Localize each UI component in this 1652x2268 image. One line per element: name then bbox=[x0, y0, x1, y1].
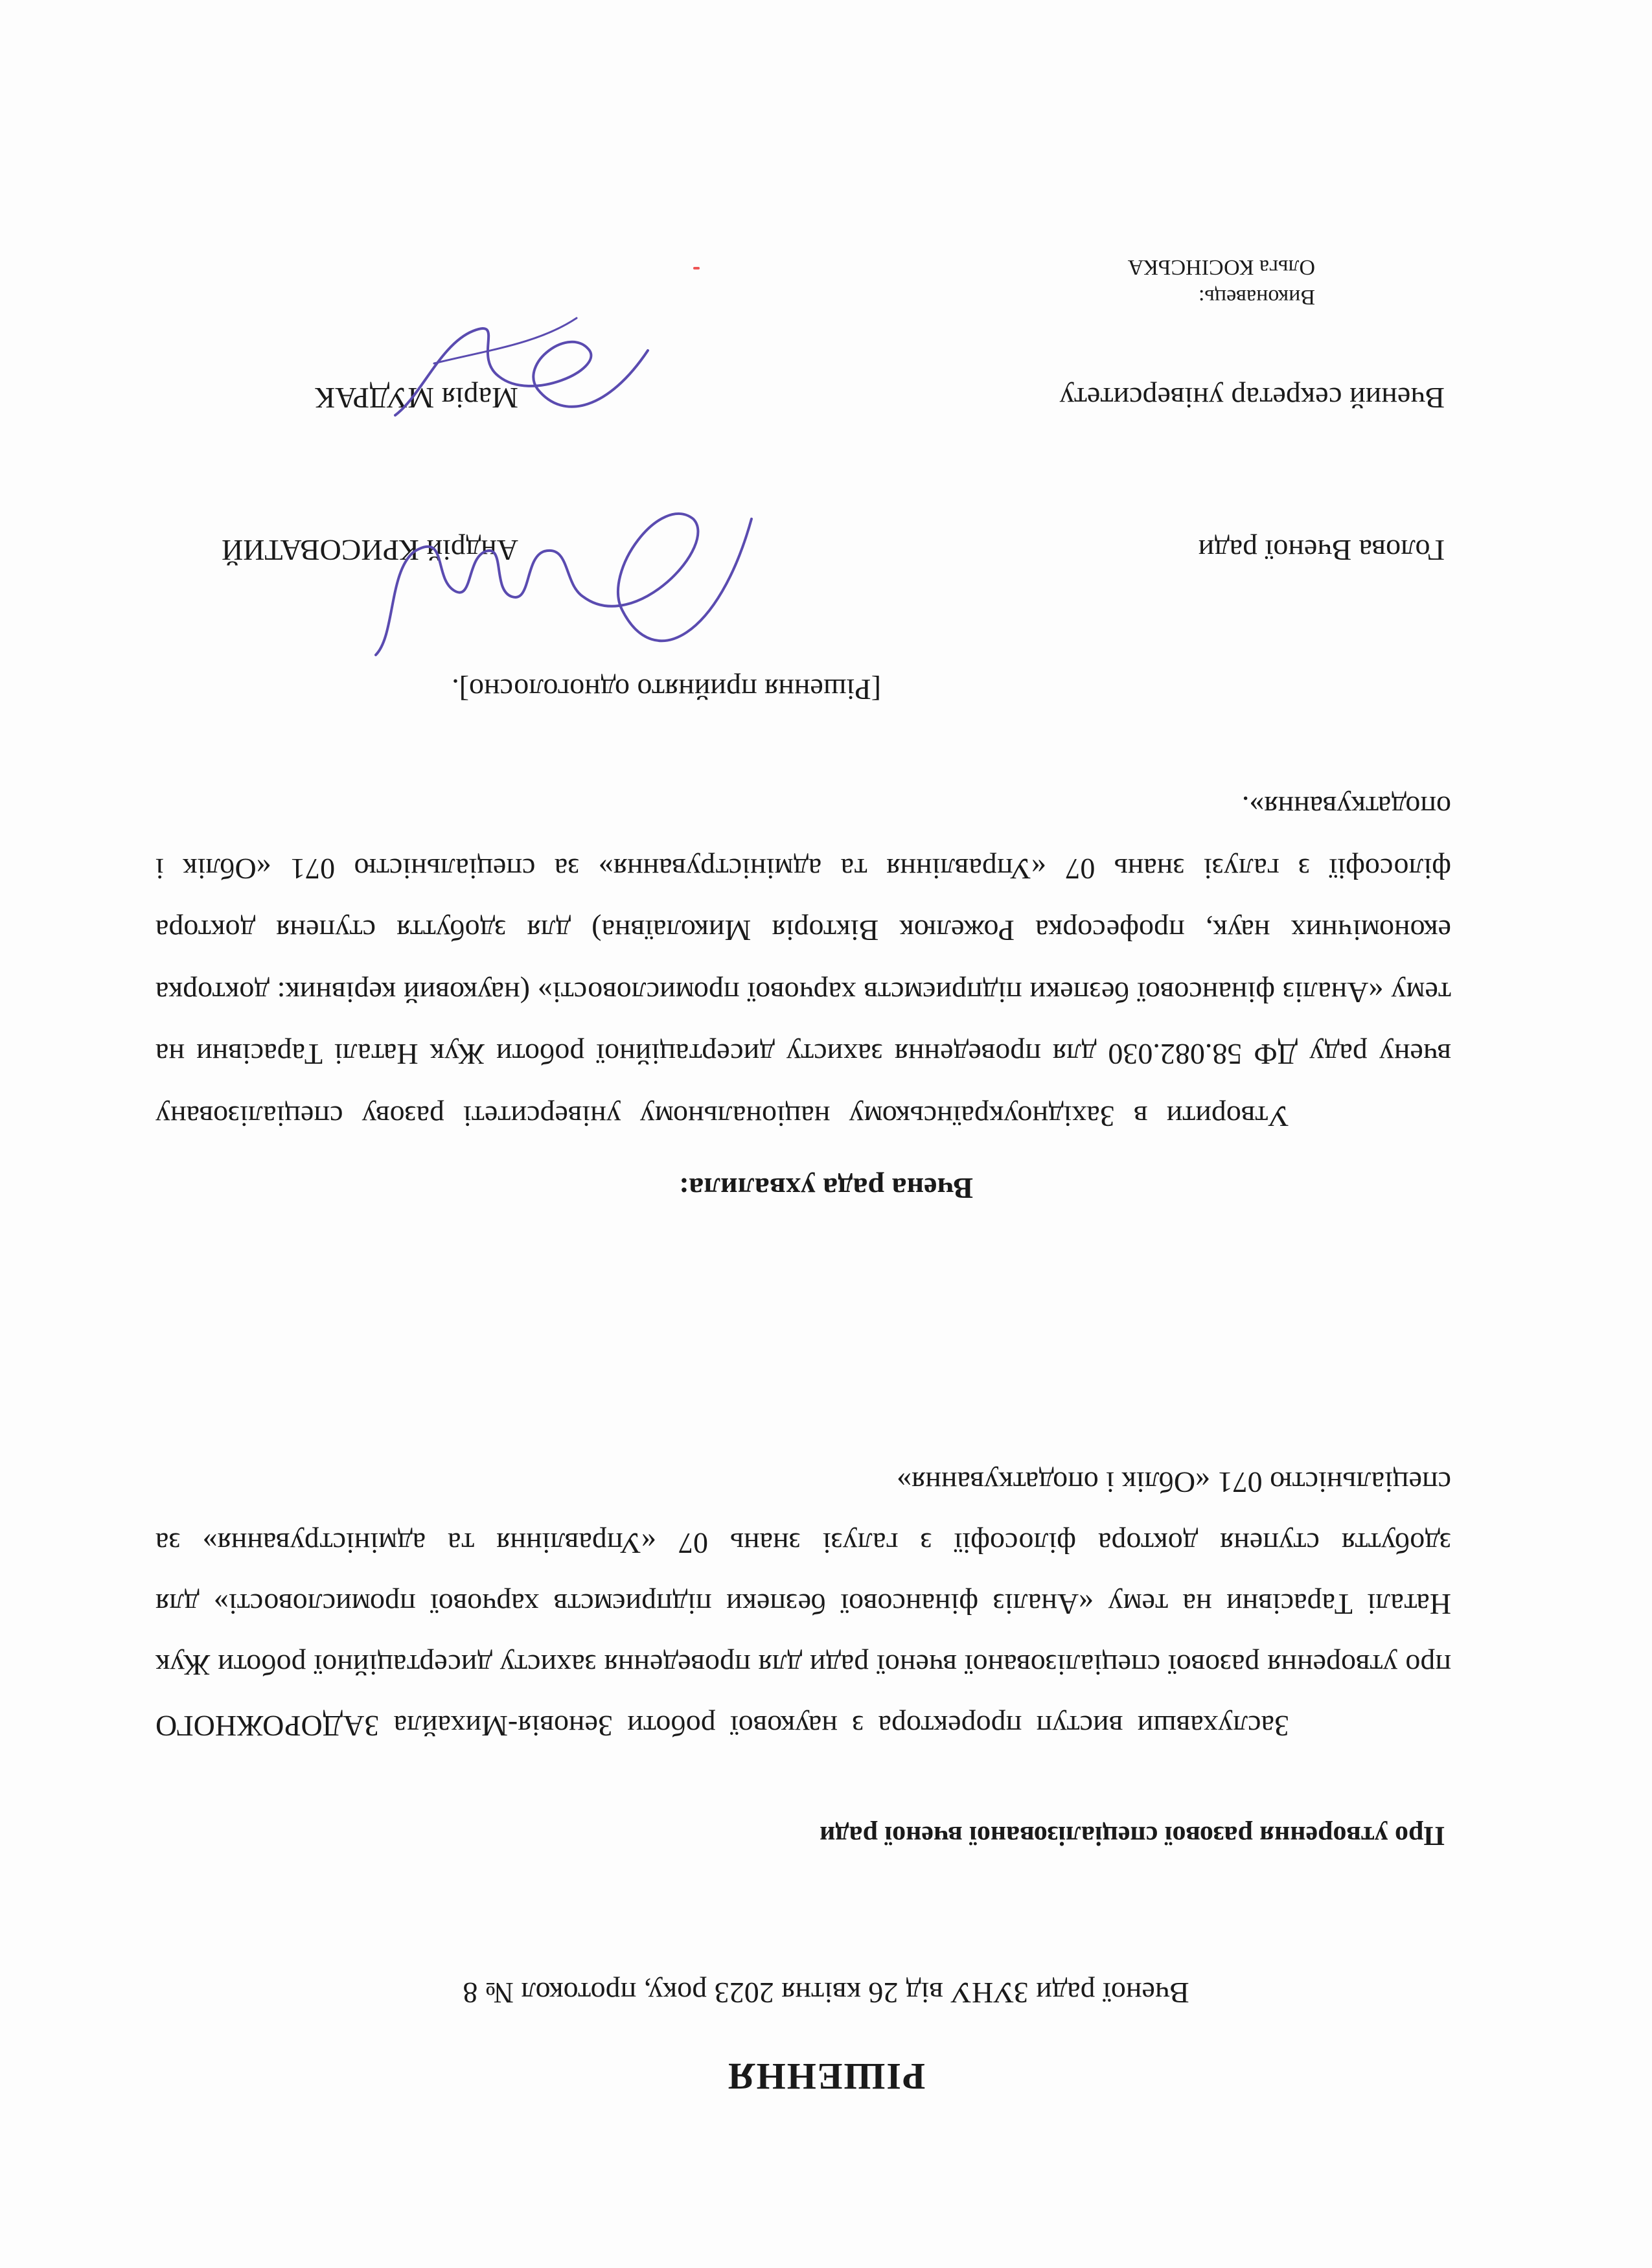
secretary-name: Марія МУДРАК bbox=[315, 382, 518, 415]
paragraph-heard: Заслухавши виступ проректора з наукової роботи Зеновія-Михайла ЗАДОРОЖНОГО про утворення разової спеціалізованої вченої ради для проведення захисту дисертаційної роботи Жук Наталі Тарасівни на тему «Аналіз фінансової безпеки підприємств харчової промисловості» для здобуття ступеня доктора філософії з галузі знань 07 «Управління та адміністрування» за спеціальністю 071 «Облік і оподаткування» bbox=[155, 1466, 1451, 1743]
ink-mark bbox=[693, 267, 700, 269]
chair-name: Андрій КРИСОВАТИЙ bbox=[221, 534, 518, 567]
secretary-position: Вчений секретар університету bbox=[1059, 382, 1445, 415]
decision-note: [Рішення прийнято одноголосно]. bbox=[452, 673, 881, 706]
executor-name: Ольга КОСІНСЬКА bbox=[1127, 255, 1315, 279]
executor-label: Виконавець: bbox=[1198, 285, 1315, 309]
chair-position: Голова Вченої ради bbox=[1198, 534, 1445, 567]
secretary-signature bbox=[382, 292, 667, 448]
document-subtitle: Вченої ради ЗУНУ від 26 квітня 2023 року, протокол № 8 bbox=[463, 1976, 1189, 2010]
council-decided-heading: Вчена рада ухвалила: bbox=[679, 1172, 973, 1205]
document-title: РІШЕННЯ bbox=[726, 2056, 926, 2098]
paragraph-decision: Утворити в Західноукраїнському національному університеті разову спеціалізовану вчену раду ДФ 58.082.030 для проведення захисту дисертаційної роботи Жук Наталі Тарасівни на тему «Аналіз фінансової безпеки підприємств харчової промисловості» (науковий керівник: докторка економічних наук, професорка Рожелюк Вікторія Миколаївна) для здобуття ступеня доктора філософії з галузі знань 07 «Управління та адміністрування» за спеціальністю 071 «Облік і оподаткування». bbox=[155, 790, 1451, 1133]
section-heading: Про утворення разової спеціалізованої вченої ради bbox=[820, 1820, 1445, 1850]
executor-block bbox=[1128, 252, 1315, 312]
chair-signature bbox=[356, 454, 777, 713]
